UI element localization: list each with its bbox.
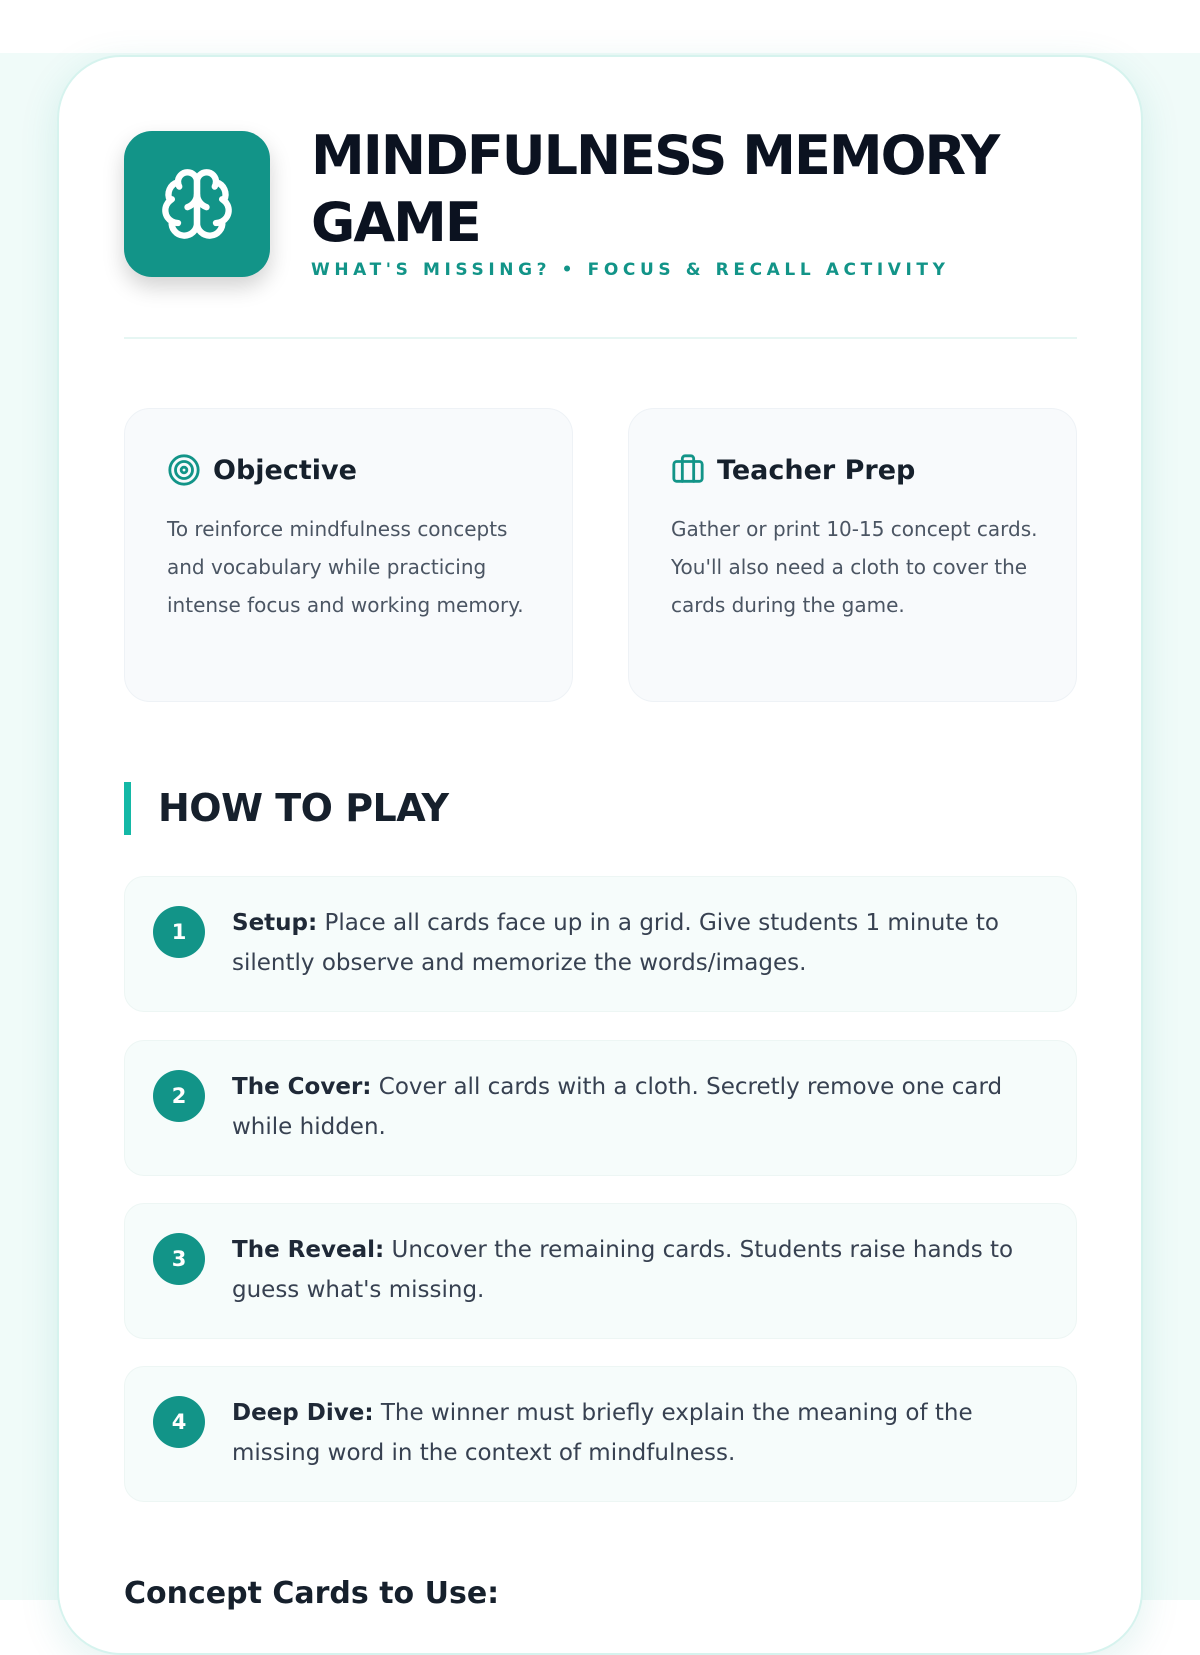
objective-title: Objective: [213, 454, 357, 486]
section-accent-bar: [124, 782, 131, 835]
prep-box: [628, 408, 1077, 702]
step-item: [124, 1366, 1077, 1502]
step-number: 3: [153, 1233, 205, 1285]
step-label: The Cover:: [232, 1074, 372, 1100]
concept-cards-heading: Concept Cards to Use:: [124, 1576, 500, 1611]
header-divider: [124, 337, 1077, 339]
step-number: 4: [153, 1396, 205, 1448]
prep-title: Teacher Prep: [717, 454, 916, 486]
step-item: [124, 1040, 1077, 1176]
objective-heading: [167, 453, 357, 487]
step-text: [232, 1230, 1042, 1310]
step-text: [232, 903, 1042, 983]
logo: [124, 131, 270, 277]
briefcase-icon: [671, 453, 705, 487]
how-to-play-title: HOW TO PLAY: [158, 786, 449, 830]
step-item: [124, 1203, 1077, 1339]
step-item: [124, 876, 1077, 1012]
step-label: The Reveal:: [232, 1237, 385, 1263]
step-description: The winner must briefly explain the meaning of the missing word in the context of mindfulness.: [232, 1400, 973, 1466]
prep-heading: [671, 453, 915, 487]
step-description: Place all cards face up in a grid. Give students 1 minute to silently observe and memorize the words/images.: [232, 910, 999, 976]
prep-text: Gather or print 10-15 concept cards. You'll also need a cloth to cover the cards during the game.: [671, 517, 1038, 617]
objective-text: To reinforce mindfulness concepts and vocabulary while practicing intense focus and working memory.: [167, 517, 524, 617]
step-text: [232, 1067, 1042, 1147]
step-label: Deep Dive:: [232, 1400, 374, 1426]
step-text: [232, 1393, 1042, 1473]
step-description: Uncover the remaining cards. Students raise hands to guess what's missing.: [232, 1237, 1014, 1303]
target-icon: [167, 453, 201, 487]
page-title: MINDFULNESS MEMORY GAME: [311, 124, 999, 254]
step-number: 2: [153, 1070, 205, 1122]
step-number: 1: [153, 906, 205, 958]
step-label: Setup:: [232, 910, 318, 936]
step-description: Cover all cards with a cloth. Secretly remove one card while hidden.: [232, 1074, 1003, 1140]
page-subtitle: WHAT'S MISSING? • FOCUS & RECALL ACTIVITY: [311, 260, 950, 280]
objective-box: [124, 408, 573, 702]
brain-icon: [159, 166, 235, 242]
